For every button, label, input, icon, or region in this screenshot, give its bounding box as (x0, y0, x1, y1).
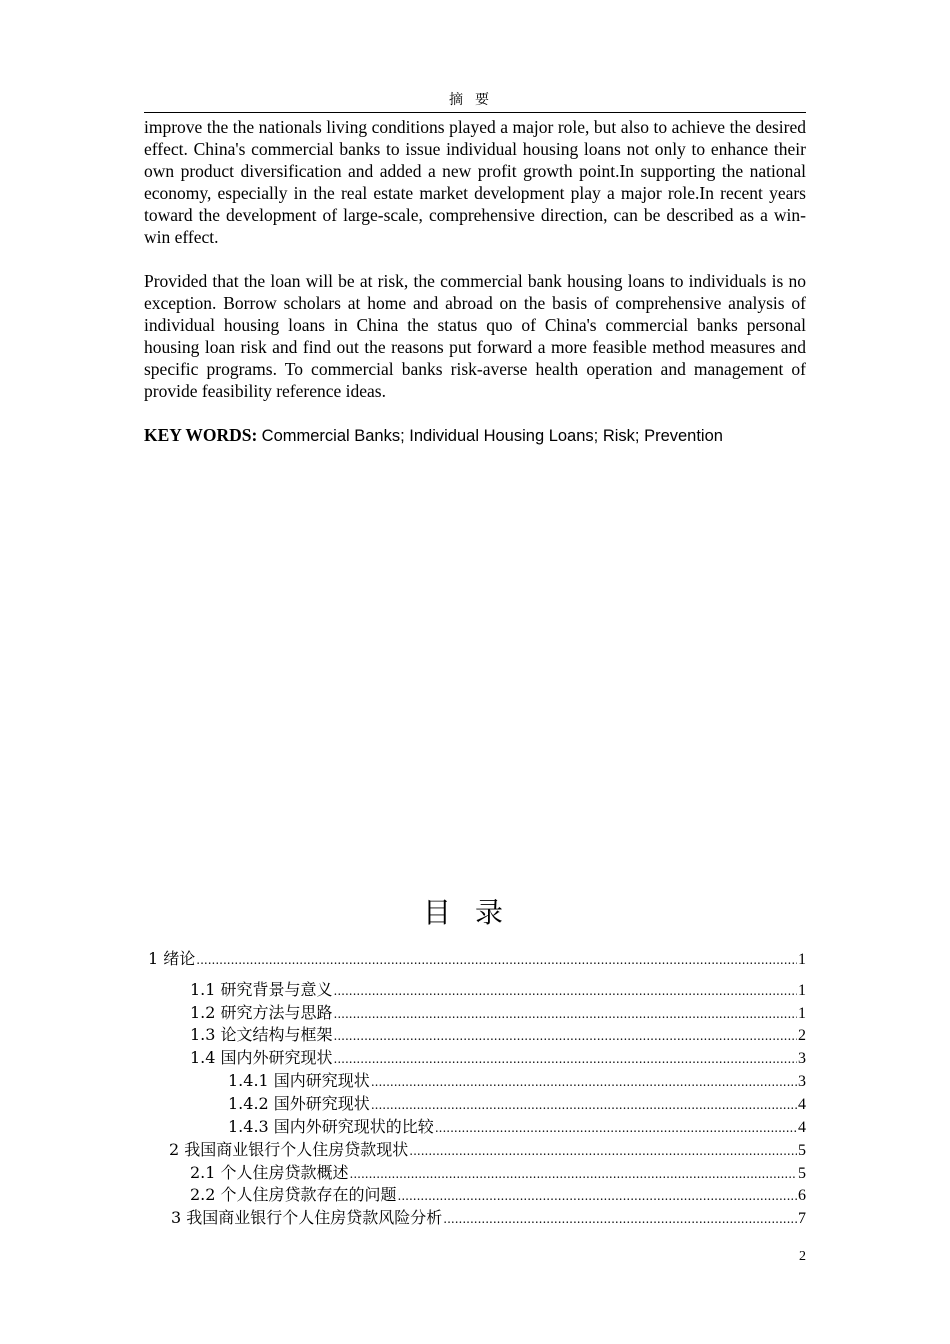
abstract-paragraph-1: improve the the nationals living conditions played a major role, but also to achieve the desired effect. China's commercial banks to issue individual housing loans not only to enhance their own product diversification and added a new profit growth point.In supporting the national economy, especially in the real estate market development play a major role.In recent years toward the development of large-scale, comprehensive direction, can be described as a win-win effect. (144, 117, 806, 247)
toc-entry[interactable] (228, 1116, 806, 1138)
toc-entry-label: 2.1 个人住房贷款概述 (190, 1163, 349, 1182)
toc-leader-dots (334, 1025, 797, 1047)
toc-leader-dots (334, 980, 797, 1002)
toc-entry-label: 1.3 论文结构与框架 (190, 1025, 333, 1044)
toc-entry-label: 1 绪论 (148, 949, 196, 968)
toc-entry[interactable] (148, 948, 806, 970)
toc-entry-label: 2.2 个人住房贷款存在的问题 (190, 1185, 397, 1204)
toc-leader-dots (435, 1117, 797, 1139)
toc-entry-label: 1.4 国内外研究现状 (190, 1048, 333, 1067)
abstract-body (144, 116, 806, 469)
toc-leader-dots (371, 1071, 797, 1093)
toc-entry-page: 3 (798, 1050, 806, 1067)
toc-leader-dots (398, 1185, 797, 1207)
toc-entry[interactable] (228, 1070, 806, 1092)
toc-entry-label: 1.4.2 国外研究现状 (228, 1094, 370, 1113)
toc-entry-page: 1 (798, 982, 806, 999)
toc-entry-page: 4 (798, 1119, 806, 1136)
page-number: 2 (799, 1249, 806, 1264)
toc-entry-label: 2 我国商业银行个人住房贷款现状 (169, 1140, 409, 1159)
toc-entry[interactable] (190, 1024, 806, 1046)
toc-entry-label: 1.2 研究方法与思路 (190, 1003, 333, 1022)
toc-entry[interactable] (190, 1002, 806, 1024)
toc-entry-page: 1 (798, 951, 806, 968)
toc-entry-page: 7 (798, 1210, 806, 1227)
toc-leader-dots (334, 1003, 797, 1025)
toc-entry-label: 1.4.3 国内外研究现状的比较 (228, 1117, 434, 1136)
toc-entry[interactable] (190, 1047, 806, 1069)
toc-leader-dots (350, 1163, 797, 1185)
toc-entry-label: 3 我国商业银行个人住房贷款风险分析 (171, 1208, 443, 1227)
keywords-label: KEY WORDS: (144, 425, 258, 445)
toc-leader-dots (371, 1094, 797, 1116)
toc-entry[interactable] (190, 979, 806, 1001)
toc-leader-dots (443, 1208, 797, 1230)
page-header: 摘要 (144, 90, 806, 113)
toc-entry-page: 4 (798, 1096, 806, 1113)
keywords-text: Commercial Banks; Individual Housing Loans; Risk; Prevention (261, 427, 723, 445)
toc-leader-dots (409, 1140, 797, 1162)
toc-entry-page: 3 (798, 1073, 806, 1090)
toc-entry[interactable] (190, 1162, 806, 1184)
toc-entry-page: 1 (798, 1005, 806, 1022)
toc-entry-page: 6 (798, 1187, 806, 1204)
abstract-paragraph-2: Provided that the loan will be at risk, the commercial bank housing loans to individuals is no exception. Borrow scholars at home and abroad on the basis of comprehensive analysis of individual housing loans in China the status quo of China's commercial banks personal housing loan risk and find out the reasons put forward a more feasible method measures and specific programs. To commercial banks risk-averse health operation and management of provide feasibility reference ideas. (144, 271, 806, 401)
toc-entry-page: 5 (798, 1142, 806, 1159)
toc-entry[interactable] (171, 1207, 806, 1229)
toc-title: 目录 (422, 896, 527, 929)
keywords-line (144, 424, 806, 447)
toc-entry-page: 5 (798, 1165, 806, 1182)
toc-entry[interactable] (228, 1093, 806, 1115)
toc-leader-dots (334, 1048, 797, 1070)
toc-entry-page: 2 (798, 1027, 806, 1044)
toc-entry-label: 1.1 研究背景与意义 (190, 980, 333, 999)
toc-entry[interactable] (190, 1184, 806, 1206)
toc-entry[interactable] (169, 1139, 806, 1161)
toc-entry-label: 1.4.1 国内研究现状 (228, 1071, 370, 1090)
toc-leader-dots (196, 949, 797, 971)
